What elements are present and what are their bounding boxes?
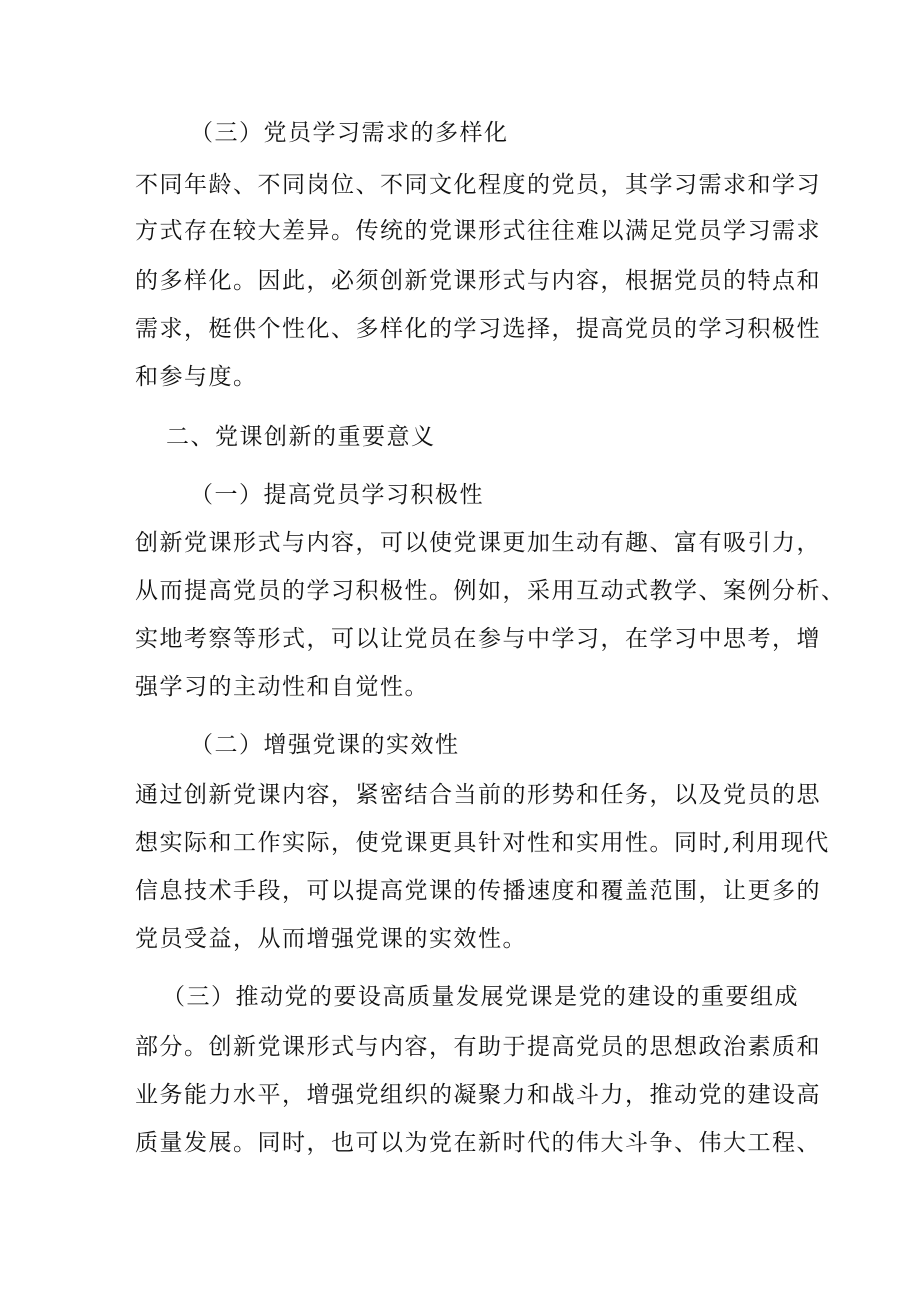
section-heading-party-building: （三）推动党的要设高质量发展党课是党的建设的重要组成 [162, 984, 799, 1010]
paragraph-line: 实地考察等形式，可以让党员在参与中学习，在学习中思考，增 [135, 626, 821, 652]
paragraph-line: 想实际和工作实际，使党课更具针对性和实用性。同时,利用现代 [135, 830, 830, 856]
paragraph-line: 通过创新党课内容，紧密结合当前的形势和任务，以及党员的思 [135, 782, 821, 808]
paragraph-line: 信息技术手段，可以提高党课的传播速度和覆盖范围，让更多的 [135, 878, 821, 904]
paragraph-line: 方式存在较大差异。传统的党课形式往往难以满足党员学习需求 [135, 218, 821, 244]
paragraph-line: 创新党课形式与内容，可以使党课更加生动有趣、富有吸引力， [135, 530, 821, 556]
paragraph-line: 强学习的主动性和自觉性。 [135, 674, 429, 700]
paragraph-line: 和参与度。 [135, 364, 258, 390]
chapter-heading-significance: 二、党课创新的重要意义 [166, 424, 436, 450]
paragraph-line: 党员受益，从而增强党课的实效性。 [135, 926, 527, 952]
section-heading-motivation: （一）提高党员学习积极性 [190, 482, 484, 508]
paragraph-line: 部分。创新党课形式与内容，有助于提高党员的思想政治素质和 [135, 1034, 821, 1060]
section-heading-effectiveness: （二）增强党课的实效性 [190, 732, 460, 758]
paragraph-line: 从而提高党员的学习积极性。例如，采用互动式教学、案例分析、 [135, 578, 846, 604]
paragraph-line: 的多样化。因此，必须创新党课形式与内容，根据党员的特点和 [135, 268, 821, 294]
paragraph-line: 不同年龄、不同岗位、不同文化程度的党员，其学习需求和学习 [135, 172, 821, 198]
paragraph-line: 业务能力水平，增强党组织的凝聚力和战斗力，推动党的建设高 [135, 1082, 821, 1108]
paragraph-line: 需求，梃供个性化、多样化的学习选择，提高党员的学习积极性 [135, 316, 821, 342]
section-heading-learning-needs: （三）党员学习需求的多样化 [190, 120, 509, 146]
paragraph-line: 质量发展。同时，也可以为党在新时代的伟大斗争、伟大工程、 [135, 1130, 821, 1156]
